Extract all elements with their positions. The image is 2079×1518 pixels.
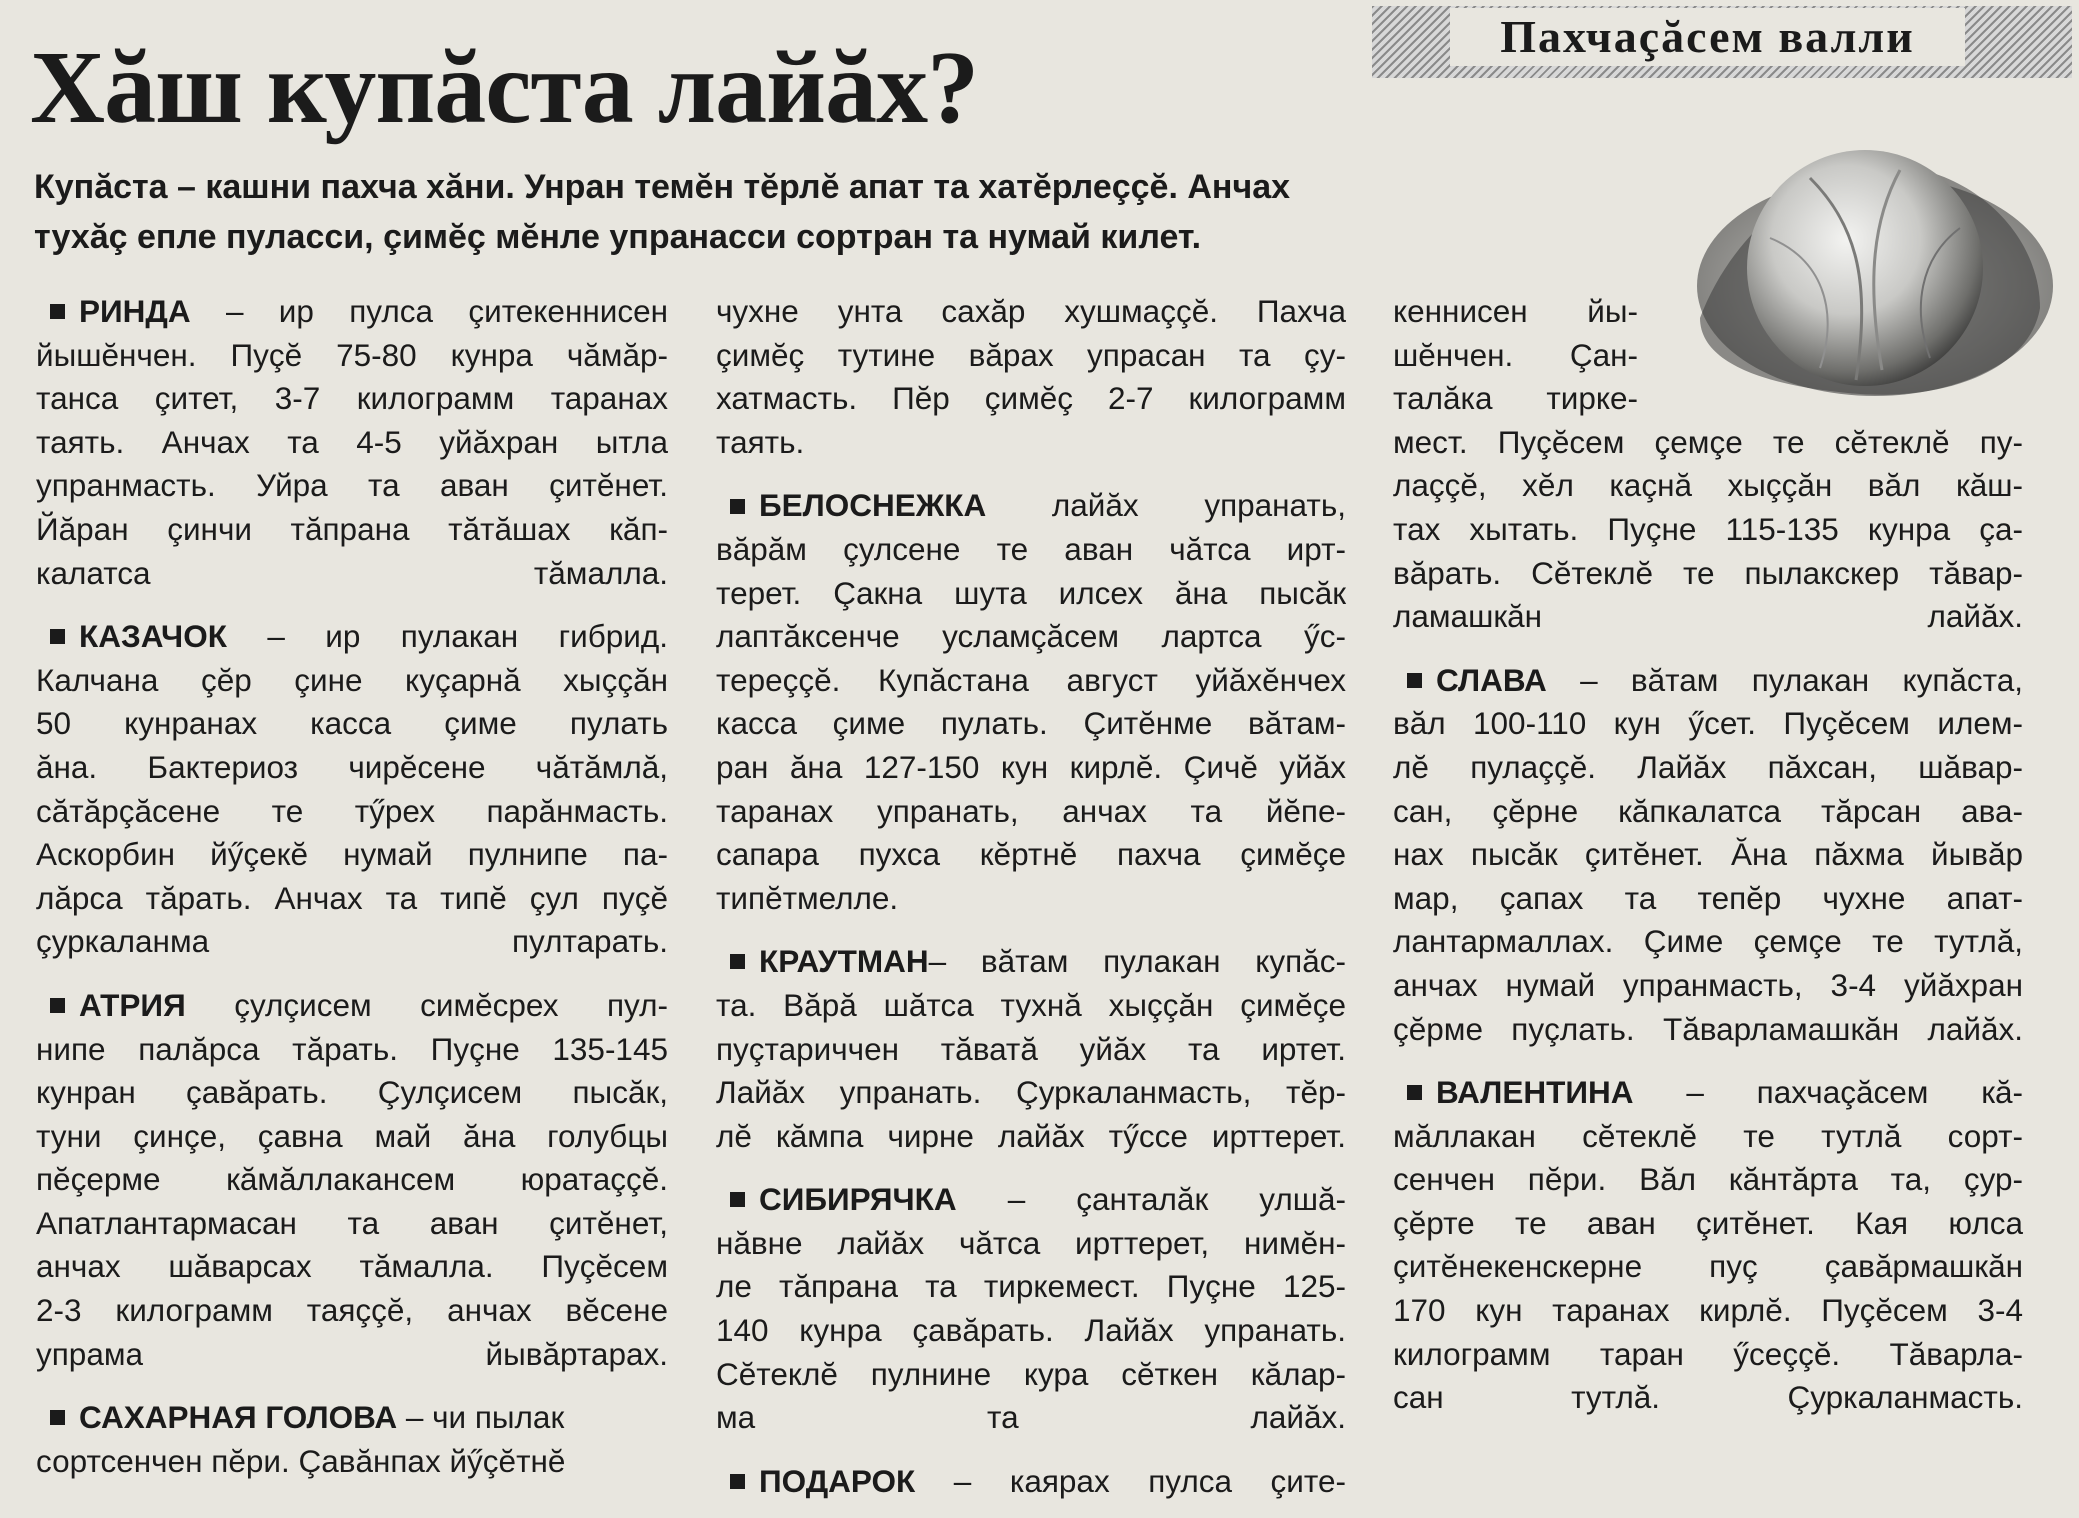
variety-paragraph-sakharnaya-golova [36, 1396, 668, 1483]
variety-name: СЛАВА [1436, 661, 1547, 698]
text-line: мăллакан сĕтеклĕ те тутлă сорт- [1393, 1117, 2023, 1154]
text-line: Сĕтеклĕ пулнине кура сĕткен кăлар- [716, 1355, 1346, 1392]
text-line [716, 1178, 1346, 1222]
bullet-marker [50, 304, 65, 319]
text-line [716, 940, 1346, 984]
text-line: нăвне лайăх чăтса ирттерет, нимĕн- [716, 1224, 1346, 1261]
variety-name: КАЗАЧОК [79, 618, 227, 655]
text-line: касса çиме пулать. Çитĕнме вăтам- [716, 705, 1346, 742]
variety-paragraph-rinda [36, 290, 668, 595]
text-line: кеннисен йы- [1393, 293, 1638, 329]
text-line: лĕ пулаççĕ. Лайăх пăхсан, шăвар- [1393, 748, 2023, 785]
text-line: талăка тирке- [1393, 380, 1638, 417]
text-line: вăл 100-110 кун ӳсет. Пуçĕсем илем- [1393, 705, 2023, 742]
text-line: килограмм таран ӳсеççĕ. Тăварла- [1393, 1335, 2023, 1372]
text-line: çимĕç тутине вăрах упрасан та çу- [716, 336, 1346, 373]
text-line: хатмасть. Пĕр çимĕç 2-7 килограмм [716, 380, 1346, 417]
rubric-label: Пахчаçăсем валли [1450, 8, 1965, 66]
variety-paragraph-krautman [716, 940, 1346, 1158]
text-line: лантармаллах. Çиме çемçе те тутлă, [1393, 923, 2023, 960]
text-line: 2-3 килограмм таяççĕ, анчах вĕсене [36, 1292, 668, 1329]
text-line: тереççĕ. Купăстана август уйăхĕнчех [716, 661, 1346, 698]
lead-paragraph [34, 162, 1684, 262]
bullet-marker [730, 1192, 745, 1207]
text-line: терет. Çакна шута илсех ăна пысăк [716, 574, 1346, 611]
text-line: лаççĕ, хĕл каçнă хыççăн вăл кăш- [1393, 467, 2023, 504]
text-line: ран ăна 127-150 кун кирлĕ. Çичĕ уйăх [716, 748, 1346, 785]
variety-name: АТРИЯ [79, 986, 186, 1023]
text-line: Аскорбин йӳçекĕ нумай пулнипе па- [36, 836, 668, 873]
text-line: сăтăрçăсене те тӳрех парăнмасть. [36, 792, 668, 829]
text-line: – вăтам пулакан купăста, [1580, 661, 2023, 698]
variety-name: РИНДА [79, 293, 191, 329]
text-line: лаптăксенче усламçăсем лартса ӳс- [716, 618, 1346, 655]
text-line: та. Вăрă шăтса тухнă хыççăн çимĕçе [716, 986, 1346, 1023]
text-line: мест. Пуçĕсем çемçе те сĕтеклĕ пу- [1393, 423, 2023, 460]
variety-name: САХАРНАЯ ГОЛОВА [79, 1399, 398, 1436]
text-line: çулçисем симĕсрех пул- [234, 986, 668, 1023]
text-line: йышĕнчен. Пуçĕ 75-80 кунра чăмăр- [36, 336, 668, 373]
bullet-marker [1407, 673, 1422, 688]
continuation-paragraph [716, 290, 1346, 464]
text-line: таранах упранать, анчах та йĕпе- [716, 792, 1346, 829]
text-line: Йăран çинчи тăпрана тăтăшах кăп- [36, 510, 668, 547]
variety-name: БЕЛОСНЕЖКА [759, 487, 987, 524]
bullet-marker [50, 1410, 65, 1425]
text-line: – вăтам пулакан купăс- [928, 943, 1346, 980]
text-line: 50 кунранах касса çиме пулать [36, 705, 668, 742]
variety-paragraph-valentina [1393, 1071, 2023, 1420]
text-line: – пахчаçăсем кă- [1686, 1074, 2023, 1111]
text-line: тах хытать. Пуçне 115-135 кунра ça- [1393, 510, 2023, 547]
text-line: упранмасть. Уйра та аван çитĕнет. [36, 467, 668, 504]
lead-line: Купăста – кашни пахча хăни. Унран темĕн тĕрлĕ апат та хатĕрлеççĕ. Анчах [34, 168, 1291, 206]
variety-name: ВАЛЕНТИНА [1436, 1074, 1634, 1111]
lead-line: тухăç епле пуласси, çимĕç мĕнле упранасси сортран та нумай килет. [34, 218, 1202, 256]
article-column-1 [36, 290, 668, 1483]
text-line: вăрăм çулсене те аван чăтса ирт- [716, 530, 1346, 567]
bullet-marker [50, 629, 65, 644]
text-line: лайăх упранать, [1051, 487, 1346, 524]
text-line: пĕçерме кăмăллакансем юратаççĕ. [36, 1161, 668, 1198]
text-line: çитĕнекенскерне пуç çавăрмашкăн [1393, 1248, 2023, 1285]
variety-name: СИБИРЯЧКА [759, 1181, 957, 1218]
text-line: сортсенчен пĕри. Çавăнпах йӳçĕтнĕ [36, 1442, 566, 1479]
text-line: чухне унта сахăр хушмаççĕ. Пахча [716, 293, 1346, 329]
variety-paragraph-sibiryachka [716, 1178, 1346, 1440]
variety-name: ПОДАРОК [759, 1462, 916, 1499]
text-line: нах пысăк çитĕнет. Ăна пăхма йывăр [1393, 836, 2023, 873]
variety-paragraph-kazachok [36, 615, 668, 964]
text-line: лĕ кăмпа чирне лайăх тӳссе ирттерет. [716, 1117, 1346, 1154]
text-line: шĕнчен. Çан- [1393, 336, 1638, 373]
text-line: Лайăх упранать. Çуркаланмасть, тĕр- [716, 1074, 1346, 1111]
text-line: таять. [716, 423, 805, 460]
variety-paragraph-belosnezhka [716, 484, 1346, 920]
text-line: нипе палăрса тăрать. Пуçне 135-145 [36, 1030, 668, 1067]
text-line: мар, çапах та тепĕр чухне апат- [1393, 879, 2023, 916]
article-column-2 [716, 290, 1346, 1503]
bullet-marker [730, 1474, 745, 1489]
text-line: ăна. Бактериоз чирĕсене чăтăмлă, [36, 748, 668, 785]
text-line: – ир пулса çитекеннисен [225, 293, 668, 329]
bullet-marker [50, 998, 65, 1013]
text-line: – каярах пулса çите- [953, 1462, 1346, 1499]
text-line: сапара пухса кĕртнĕ пахча çимĕçе [716, 836, 1346, 873]
variety-paragraph-atriya [36, 984, 668, 1376]
text-line: анчах шăварсах тăмалла. Пуçĕсем [36, 1248, 668, 1285]
text-line [36, 1396, 668, 1440]
continuation-paragraph [1393, 290, 2023, 639]
text-line [36, 984, 668, 1028]
text-line: çуркаланма пултарать. [36, 923, 668, 960]
variety-paragraph-podarok [716, 1460, 1346, 1504]
text-line: Калчана çĕр çине куçарнă хыççăн [36, 661, 668, 698]
headline: Хăш купăста лайăх? [30, 30, 979, 145]
text-line: вăрать. Сĕтеклĕ те пылакскер тăвар- [1393, 554, 2023, 591]
text-line: Апатлантармасан та аван çитĕнет, [36, 1204, 668, 1241]
text-line: сан, çĕрне кăпкалатса тăрсан ава- [1393, 792, 2023, 829]
text-line: ле тăпрана та тиркемест. Пуçне 125- [716, 1268, 1346, 1305]
text-line: калатса тăмалла. [36, 554, 668, 591]
text-line: 140 кунра çавăрать. Лайăх упранать. [716, 1312, 1346, 1349]
bullet-marker [1407, 1085, 1422, 1100]
text-line [1393, 1071, 2023, 1115]
text-line: сенчен пĕри. Вăл кăнтăрта та, çур- [1393, 1161, 2023, 1198]
variety-paragraph-slava [1393, 659, 2023, 1051]
text-line [1393, 659, 2023, 703]
text-line [36, 290, 668, 334]
text-line [716, 484, 1346, 528]
text-line: çĕрме пуçлать. Тăварламашкăн лайăх. [1393, 1010, 2023, 1047]
bullet-marker [730, 499, 745, 514]
text-line: – çанталăк улшă- [1007, 1181, 1346, 1218]
text-line: пуçтариччен тăватă уйăх та иртет. [716, 1030, 1346, 1067]
text-line [716, 1460, 1346, 1504]
text-line: анчах нумай упранмасть, 3-4 уйăхран [1393, 966, 2023, 1003]
text-line [36, 615, 668, 659]
text-line: типĕтмелле. [716, 879, 899, 916]
text-line: – чи пылак [405, 1399, 565, 1436]
text-line: сан тутлă. Çуркаланмасть. [1393, 1379, 2023, 1416]
text-line: ма та лайăх. [716, 1399, 1346, 1436]
text-line: – ир пулакан гибрид. [267, 618, 668, 655]
text-line: упрама йывăртарах. [36, 1335, 668, 1372]
text-line: ламашкăн лайăх. [1393, 598, 2023, 635]
text-line: танса çитет, 3-7 килограмм таранах [36, 380, 668, 417]
text-line: 170 кун таранах кирлĕ. Пуçĕсем 3-4 [1393, 1292, 2023, 1329]
text-line: таять. Анчах та 4-5 уйăхран ытла [36, 423, 668, 460]
text-line: лăрса тăрать. Анчах та типĕ çул пуçĕ [36, 879, 668, 916]
text-line: туни çинçе, çавна май ăна голубцы [36, 1117, 668, 1154]
text-line: кунран çавăрать. Çулçисем пысăк, [36, 1074, 668, 1111]
text-line: çĕрте те аван çитĕнет. Кая юлса [1393, 1204, 2023, 1241]
article-column-3 [1393, 290, 2023, 1420]
bullet-marker [730, 954, 745, 969]
variety-name: КРАУТМАН [759, 943, 929, 980]
